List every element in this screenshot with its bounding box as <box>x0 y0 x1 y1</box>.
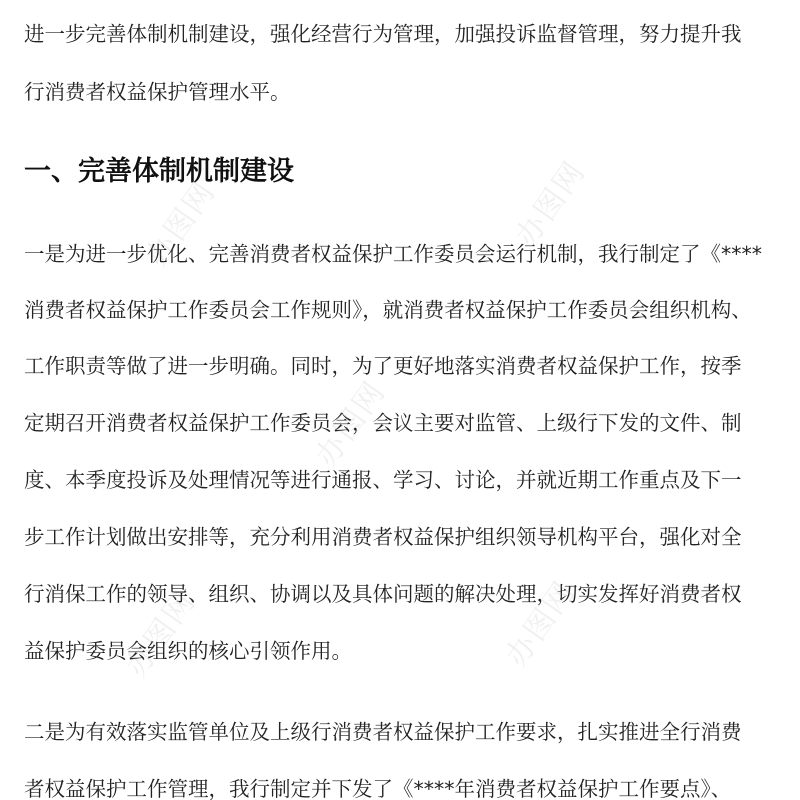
section-heading: 一、完善体制机制建设 <box>24 156 294 187</box>
para1-line-7: 行消保工作的领导、组织、协调以及具体问题的解决处理，切实发挥好消费者权 <box>24 582 742 606</box>
para1-line-2: 消费者权益保护工作委员会工作规则》，就消费者权益保护工作委员会组织机构、 <box>24 298 752 322</box>
intro-line-2: 行消费者权益保护管理水平。 <box>24 80 291 104</box>
para1-line-4: 定期召开消费者权益保护工作委员会，会议主要对监管、上级行下发的文件、制 <box>24 411 742 435</box>
watermark: 办图网 <box>139 174 223 274</box>
watermark: 办图网 <box>309 374 393 474</box>
para1-line-6: 步工作计划做出安排等，充分利用消费者权益保护组织领导机构平台，强化对全 <box>24 525 742 549</box>
para1-line-1: 一是为进一步优化、完善消费者权益保护工作委员会运行机制，我行制定了《**** <box>24 242 762 266</box>
watermark: 办图网 <box>499 574 583 674</box>
watermark: 办图网 <box>119 584 203 684</box>
para2-line-1: 二是为有效落实监管单位及上级行消费者权益保护工作要求，扎实推进全行消费 <box>24 720 742 744</box>
watermark: 办图网 <box>509 154 593 254</box>
para1-line-5: 度、本季度投诉及处理情况等进行通报、学习、讨论，并就近期工作重点及下一 <box>24 468 742 492</box>
para1-line-3: 工作职责等做了进一步明确。同时，为了更好地落实消费者权益保护工作，按季 <box>24 354 742 378</box>
para2-line-2: 者权益保护工作管理，我行制定并下发了《****年消费者权益保护工作要点》、 <box>24 777 732 800</box>
intro-line-1: 进一步完善体制机制建设，强化经营行为管理，加强投诉监督管理，努力提升我 <box>24 22 742 46</box>
para1-line-8: 益保护委员会组织的核心引领作用。 <box>24 639 352 663</box>
